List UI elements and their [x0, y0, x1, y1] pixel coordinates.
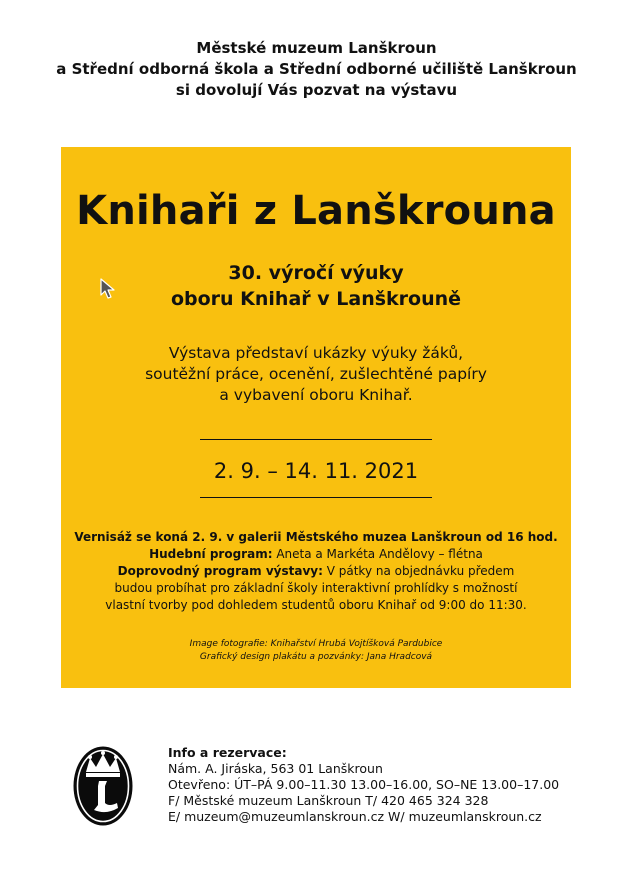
contact-block — [168, 745, 559, 825]
credit-photo: Image fotografie: Knihařství Hrubá Vojtíšková Pardubice — [189, 639, 443, 649]
description-line-2: soutěžní práce, ocenění, zušlechtěné papíry — [145, 365, 487, 383]
header-line-organizer: Městské muzeum Lanškroun — [196, 39, 437, 57]
contact-email-web: E/ muzeum@muzeumlanskroun.cz W/ muzeumlanskroun.cz — [168, 809, 542, 824]
contact-phone: F/ Městské muzeum Lanškroun T/ 420 465 324 328 — [168, 793, 489, 808]
exhibition-dates: 2. 9. – 14. 11. 2021 — [213, 459, 419, 483]
music-line — [61, 546, 571, 563]
exhibition-panel — [61, 147, 571, 688]
museum-logo-icon — [72, 745, 134, 827]
contact-address: Nám. A. Jiráska, 563 01 Lanškroun — [168, 761, 383, 776]
vernisage-text: Vernisáž se koná 2. 9. v galerii Městského muzea Lanškroun od 16 hod. — [74, 530, 558, 544]
program-line — [61, 563, 571, 580]
event-info — [61, 529, 571, 614]
music-text: Aneta a Markéta Andělovy – flétna — [272, 547, 483, 561]
program-line-3: vlastní tvorby pod dohledem studentů oboru Knihař od 9:00 do 11:30. — [105, 598, 527, 612]
contact-opening-hours: Otevřeno: ÚT–PÁ 9.00–11.30 13.00–16.00, SO–NE 13.00–17.00 — [168, 777, 560, 792]
mouse-cursor-icon — [100, 278, 116, 300]
invitation-header — [0, 38, 633, 101]
credits — [61, 638, 571, 664]
divider-top — [200, 439, 432, 440]
program-label: Doprovodný program výstavy: — [117, 564, 323, 578]
description-line-1: Výstava představí ukázky výuky žáků, — [168, 344, 464, 362]
exhibition-subtitle — [61, 260, 571, 312]
credit-design: Grafický design plakátu a pozvánky: Jana Hradcová — [199, 652, 433, 662]
divider-bottom — [200, 497, 432, 498]
program-line-2: budou probíhat pro základní školy interaktivní prohlídky s možností — [114, 581, 518, 595]
header-line-invitation: si dovolují Vás pozvat na výstavu — [175, 81, 458, 99]
subtitle-line-1: 30. výročí výuky — [228, 262, 404, 284]
vernisage-line — [61, 529, 571, 546]
subtitle-line-2: oboru Knihař v Lanškrouně — [170, 288, 462, 310]
contact-heading: Info a rezervace: — [168, 745, 287, 760]
exhibition-description — [61, 343, 571, 406]
exhibition-title: Knihaři z Lanškrouna — [76, 188, 556, 234]
header-line-co-organizer: a Střední odborná škola a Střední odborné učiliště Lanškroun — [56, 60, 577, 78]
program-text: V pátky na objednávku předem — [322, 564, 515, 578]
description-line-3: a vybavení oboru Knihař. — [219, 386, 413, 404]
music-label: Hudební program: — [149, 547, 273, 561]
